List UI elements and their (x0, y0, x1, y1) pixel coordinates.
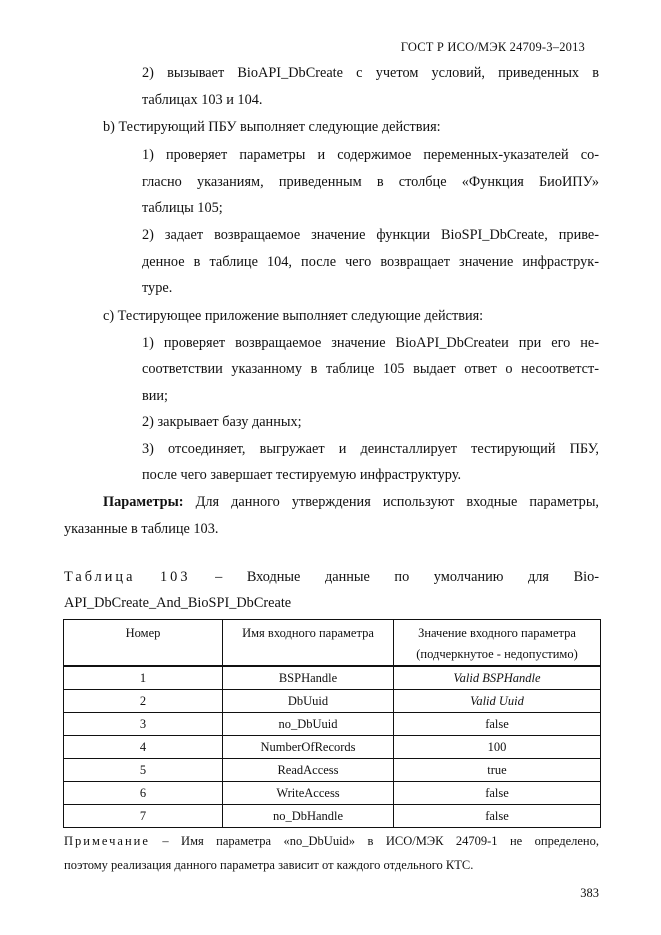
row-param-value: false (394, 805, 601, 828)
row-param-name: DbUuid (223, 690, 394, 713)
step-c1-line3: вии; (142, 388, 169, 404)
step-b2-line3: туре. (142, 280, 173, 296)
table-header-row (64, 620, 601, 667)
table-row (64, 805, 601, 828)
row-number: 1 (64, 666, 223, 690)
step-c1-line1: 1) проверяет возвращаемое значение BioAPI_DbCreateи при его не- (142, 335, 599, 351)
parameters-label: Параметры: (103, 494, 184, 510)
header-param-name: Имя входного параметра (223, 620, 394, 667)
row-param-name: BSPHandle (223, 666, 394, 690)
row-param-name: NumberOfRecords (223, 736, 394, 759)
header-param-value-line1: Значение входного параметра (418, 626, 576, 640)
note-line2: поэтому реализация данного параметра зависит от каждого отдельного КТС. (64, 858, 474, 872)
note-line1 (64, 832, 599, 850)
table-caption-line1 (64, 568, 599, 586)
row-number: 5 (64, 759, 223, 782)
standard-header: ГОСТ Р ИСО/МЭК 24709-3–2013 (400, 40, 585, 54)
table-row (64, 782, 601, 805)
step-c3-line2: после чего завершает тестируемую инфраструктуру. (142, 467, 462, 483)
table-caption-number: 103 (160, 569, 191, 585)
step-a2-line1: 2) вызывает BioAPI_DbCreate с учетом условий, приведенных в (142, 65, 599, 81)
row-param-name: ReadAccess (223, 759, 394, 782)
table-caption-title: – Входные данные по умолчанию для Bio- (215, 569, 600, 585)
step-b-intro: b) Тестирующий ПБУ выполняет следующие действия: (103, 119, 441, 135)
row-param-value: Valid BSPHandle (394, 666, 601, 690)
header-param-value (394, 620, 601, 667)
header-param-value-line2: (подчеркнутое - недопустимо) (416, 647, 578, 661)
table-row (64, 690, 601, 713)
parameters-table (63, 619, 601, 828)
table-row (64, 713, 601, 736)
row-param-value: Valid Uuid (394, 690, 601, 713)
row-param-value: 100 (394, 736, 601, 759)
table-row (64, 759, 601, 782)
step-b1-line3: таблицы 105; (142, 200, 223, 216)
note-text: – Имя параметра «no_DbUuid» в ИСО/МЭК 24709-1 не определено, (149, 834, 599, 848)
table-row (64, 666, 601, 690)
step-c2: 2) закрывает базу данных; (142, 414, 302, 430)
row-param-name: no_DbHandle (223, 805, 394, 828)
row-number: 7 (64, 805, 223, 828)
row-param-value: true (394, 759, 601, 782)
step-c-intro: c) Тестирующее приложение выполняет следующие действия: (103, 308, 484, 324)
parameters-text: Для данного утверждения используют входные параметры, (183, 494, 599, 510)
parameters-line1 (103, 493, 599, 511)
table-caption-line2: API_DbCreate_And_BioSPI_DbCreate (64, 595, 292, 611)
step-b1-line1: 1) проверяет параметры и содержимое переменных-указателей со- (142, 147, 599, 163)
row-number: 2 (64, 690, 223, 713)
row-param-value: false (394, 782, 601, 805)
step-a2-line2: таблицах 103 и 104. (142, 92, 263, 108)
row-param-value: false (394, 713, 601, 736)
step-c3-line1: 3) отсоединяет, выгружает и деинсталлирует тестирующий ПБУ, (142, 441, 599, 457)
table-caption-word: Таблица (64, 569, 136, 585)
step-c1-line2: соответствии указанному в таблице 105 выдает ответ о несоответст- (142, 361, 599, 377)
step-b1-line2: гласно указаниям, приведенным в столбце «Функция БиоИПУ» (142, 174, 599, 190)
parameters-line2: указанные в таблице 103. (64, 521, 219, 537)
page-number: 383 (580, 886, 599, 900)
row-param-name: WriteAccess (223, 782, 394, 805)
row-number: 3 (64, 713, 223, 736)
step-b2-line2: денное в таблице 104, после чего возвращает значение инфраструк- (142, 254, 599, 270)
table-row (64, 736, 601, 759)
row-number: 6 (64, 782, 223, 805)
row-number: 4 (64, 736, 223, 759)
row-param-name: no_DbUuid (223, 713, 394, 736)
note-label: Примечание (64, 834, 150, 848)
step-b2-line1: 2) задает возвращаемое значение функции BioSPI_DbCreate, приве- (142, 227, 599, 243)
header-number: Номер (64, 620, 223, 667)
